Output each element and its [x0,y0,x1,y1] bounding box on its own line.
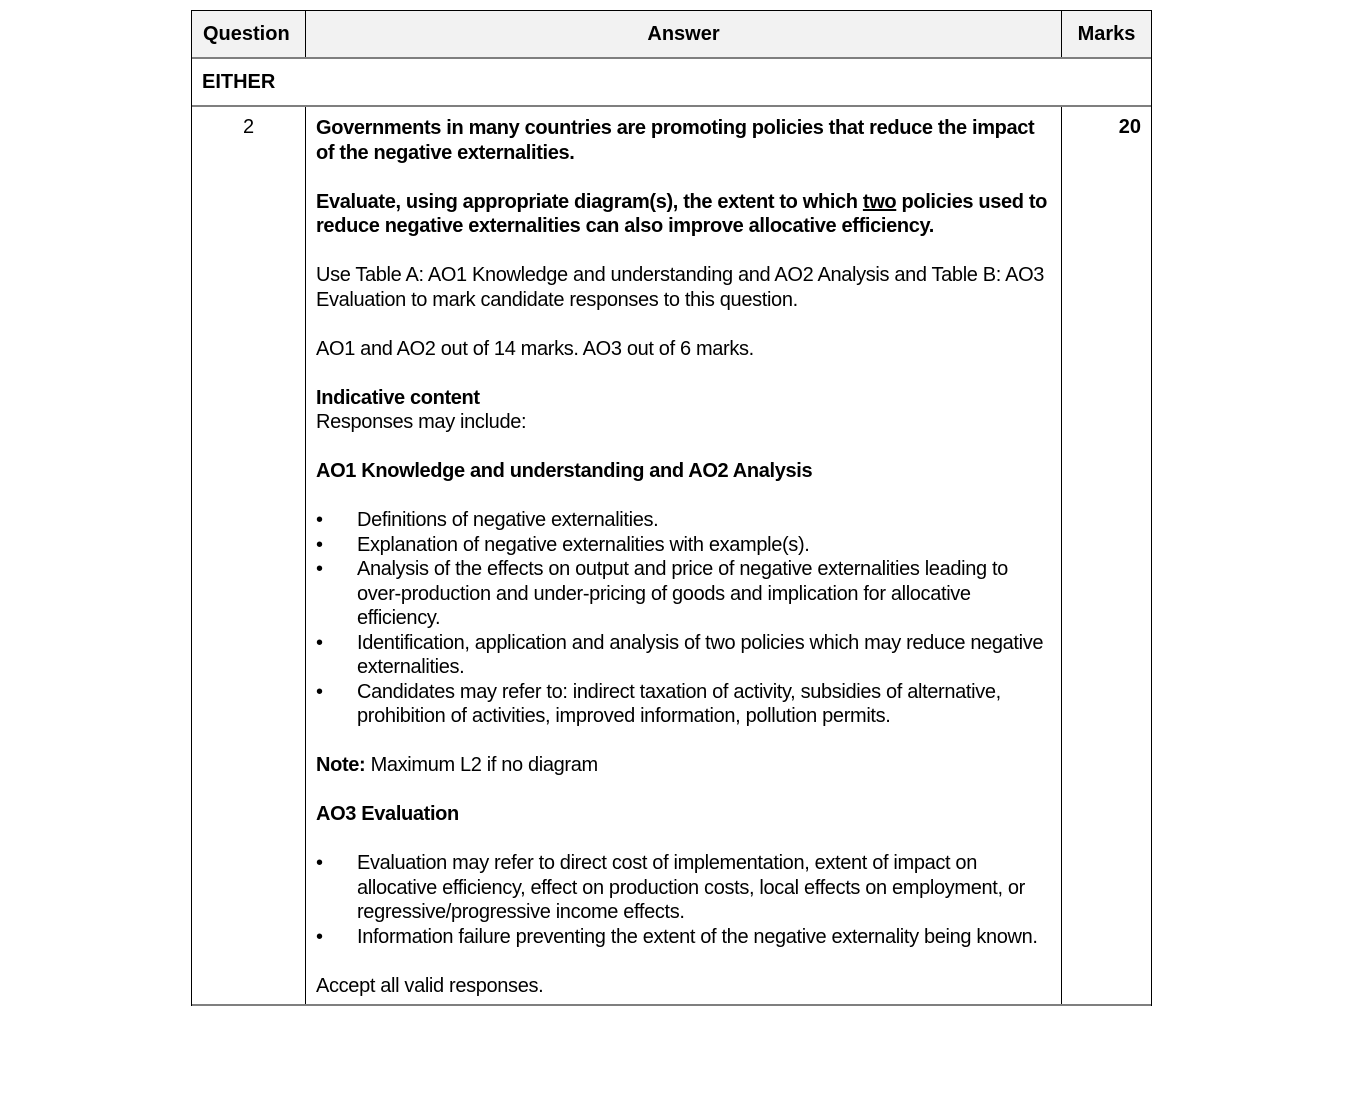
closing-note: Accept all valid responses. [316,974,544,997]
header-answer: Answer [306,11,1062,57]
header-question: Question [192,11,306,57]
prompt-underlined-word: two [862,190,897,213]
ao12-bullet-list [316,508,1051,729]
indicative-heading: Indicative content [316,386,480,409]
list-item: • Evaluation may refer to direct cost of implementation, extent of impact on allocative efficiency, effect on production costs, local effects on employment, or regressive/progressive income effects. [316,851,1051,925]
indicative-content [316,386,1051,435]
prompt-text-post: policies used to reduce negative externalities can also improve allocative efficiency. [316,190,1048,237]
note [316,753,1051,778]
marking-instruction: Use Table A: AO1 Knowledge and understanding and AO2 Analysis and Table B: AO3 Evaluation to mark candidate responses to this question. [316,264,1045,311]
list-item: • Information failure preventing the extent of the negative externality being known. [316,925,1051,950]
list-item: • Definitions of negative externalities. [316,508,1051,533]
note-text: Maximum L2 if no diagram [365,754,598,776]
list-item: • Explanation of negative externalities with example(s). [316,533,1051,558]
marks-split: AO1 and AO2 out of 14 marks. AO3 out of 6 marks. [316,337,754,360]
answer-cell [306,107,1062,1004]
list-item: • Candidates may refer to: indirect taxation of activity, subsidies of alternative, prohibition of activities, improved information, pollution permits. [316,680,1051,729]
marks-value: 20 [1118,116,1141,138]
header-marks: Marks [1077,22,1136,45]
section-label-either: EITHER [192,59,1151,107]
prompt-text-pre: Evaluate, using appropriate diagram(s), the extent to which [316,190,863,213]
ao3-heading: AO3 Evaluation [316,803,459,825]
table-header-row [192,10,1151,59]
question-number: 2 [192,107,306,1004]
list-item: • Identification, application and analysis of two policies which may reduce negative externalities. [316,631,1051,680]
mark-scheme-table [191,10,1152,1006]
table-row [192,107,1151,1006]
ao3-bullet-list [316,851,1051,949]
note-label: Note: [316,754,366,776]
question-text: Governments in many countries are promoting policies that reduce the impact of the negative externalities. [316,117,1035,164]
ao12-heading: AO1 Knowledge and understanding and AO2 Analysis [316,460,813,482]
question-prompt [316,190,1051,239]
list-item: • Analysis of the effects on output and price of negative externalities leading to over-production and under-pricing of goods and implication for allocative efficiency. [316,557,1051,631]
indicative-subtext: Responses may include: [316,411,527,433]
